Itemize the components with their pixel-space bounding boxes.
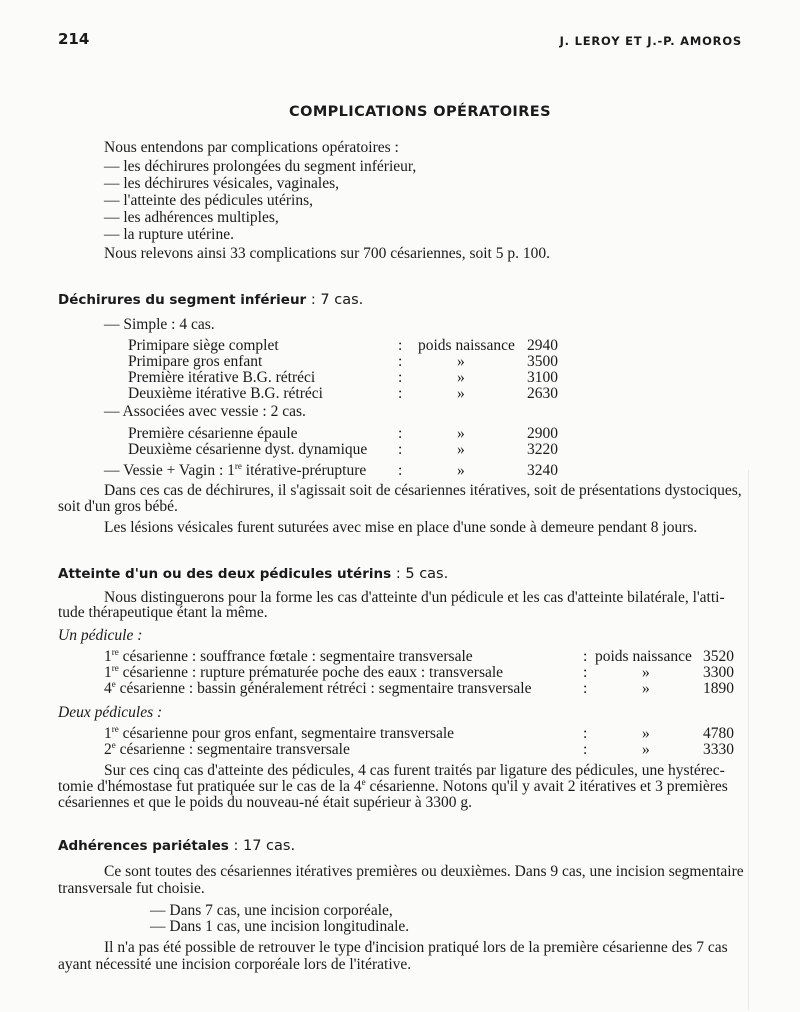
row-value: 2900 bbox=[527, 425, 558, 442]
row-label: 2e césarienne : segmentaire transversale bbox=[104, 740, 350, 758]
paragraph-line: césariennes et que le poids du nouveau-né était supérieur à 3300 g. bbox=[58, 794, 473, 811]
adherences-item: — Dans 7 cas, une incision corporéale, bbox=[150, 902, 393, 919]
row-label: Première itérative B.G. rétréci bbox=[128, 369, 316, 386]
paragraph-line: transversale fut choisie. bbox=[58, 880, 205, 897]
row-mark: » bbox=[457, 385, 465, 402]
row-value: 3330 bbox=[703, 741, 734, 758]
row-mark: » bbox=[457, 353, 465, 370]
row-colon: : bbox=[583, 741, 588, 758]
scan-gutter-shadow bbox=[748, 470, 749, 1010]
section-title: COMPLICATIONS OPÉRATOIRES bbox=[289, 104, 551, 120]
row-value: 2630 bbox=[527, 385, 558, 402]
page-number: 214 bbox=[58, 30, 90, 48]
intro-item: — la rupture utérine. bbox=[104, 226, 234, 243]
row-colon: : bbox=[398, 337, 403, 354]
row-value: 3220 bbox=[527, 441, 558, 458]
row-label: 1re césarienne : rupture prématurée poche des eaux : transversale bbox=[104, 663, 504, 681]
row-mark: » bbox=[457, 462, 465, 479]
adherences-item: — Dans 1 cas, une incision longitudinale. bbox=[150, 918, 410, 935]
row-value: 1890 bbox=[703, 680, 734, 697]
row-label: 1re césarienne pour gros enfant, segmentaire transversale bbox=[104, 724, 455, 742]
paragraph-line: Nous distinguerons pour la forme les cas d'atteinte d'un pédicule et les cas d'atteinte bilatérale, l'atti- bbox=[104, 589, 725, 606]
subhead-un-pedicule: Un pédicule : bbox=[58, 627, 143, 644]
row-label: Primipare siège complet bbox=[128, 337, 279, 354]
paragraph-line: Ce sont toutes des césariennes itératives premières ou deuxièmes. Dans 9 cas, une incision segmentaire bbox=[104, 863, 744, 880]
paragraph-line: soit d'un gros bébé. bbox=[58, 498, 178, 515]
row-colon: : bbox=[583, 725, 588, 742]
associees-label: — Associées avec vessie : 2 cas. bbox=[104, 403, 306, 420]
row-value: 4780 bbox=[703, 725, 734, 742]
intro-item: — l'atteinte des pédicules utérins, bbox=[104, 192, 313, 209]
row-label: Deuxième itérative B.G. rétréci bbox=[128, 385, 323, 402]
row-colon: : bbox=[583, 664, 588, 681]
paragraph-line: tomie d'hémostase fut pratiquée sur le cas de la 4e césarienne. Notons qu'il y avait 2 itératives et 3 premières bbox=[58, 777, 728, 795]
row-label: 4e césarienne : bassin généralement rétréci : segmentaire transversale bbox=[104, 679, 532, 697]
row-value: 3520 bbox=[703, 648, 734, 665]
row-mark: » bbox=[457, 425, 465, 442]
row-mark: » bbox=[642, 680, 650, 697]
intro-item: — les adhérences multiples, bbox=[104, 209, 279, 226]
row-label: Première césarienne épaule bbox=[128, 425, 298, 442]
row-value: 3240 bbox=[527, 462, 558, 479]
row-label: Deuxième césarienne dyst. dynamique bbox=[128, 441, 368, 458]
intro-item: — les déchirures vésicales, vaginales, bbox=[104, 175, 339, 192]
paragraph-line: tude thérapeutique étant la même. bbox=[58, 604, 268, 621]
row-colon: : bbox=[398, 441, 403, 458]
paragraph-line: Dans ces cas de déchirures, il s'agissait soit de césariennes itératives, soit de présentations dystociques, bbox=[104, 482, 742, 499]
row-colon: : bbox=[583, 648, 588, 665]
paragraph-line: Il n'a pas été possible de retrouver le type d'incision pratiqué lors de la première césarienne des 7 cas bbox=[104, 939, 728, 956]
row-mark: poids naissance bbox=[595, 648, 692, 665]
paragraph-line: ayant nécessité une incision corporéale lors de l'itérative. bbox=[58, 956, 412, 973]
section-count: : 7 cas. bbox=[310, 292, 364, 308]
vessie-label: — Vessie + Vagin : 1re itérative-prérupture bbox=[104, 461, 367, 479]
row-colon: : bbox=[398, 369, 403, 386]
section-heading-text: Atteinte d'un ou des deux pédicules utérins bbox=[58, 566, 392, 582]
row-value: 3500 bbox=[527, 353, 558, 370]
row-value: 3100 bbox=[527, 369, 558, 386]
section-heading-text: Adhérences pariétales bbox=[58, 838, 229, 854]
row-mark: » bbox=[457, 441, 465, 458]
row-mark: » bbox=[642, 741, 650, 758]
row-colon: : bbox=[398, 353, 403, 370]
row-mark: poids naissance bbox=[418, 337, 515, 354]
row-mark: » bbox=[642, 664, 650, 681]
row-colon: : bbox=[398, 425, 403, 442]
row-value: 2940 bbox=[527, 337, 558, 354]
paragraph-line: Sur ces cinq cas d'atteinte des pédicules, 4 cas furent traités par ligature des pédicules, une hystérec- bbox=[104, 762, 725, 779]
section-count: : 5 cas. bbox=[395, 566, 449, 582]
section-heading-dechirures bbox=[58, 292, 363, 308]
row-colon: : bbox=[398, 462, 403, 479]
intro-lead: Nous entendons par complications opératoires : bbox=[104, 139, 399, 156]
row-mark: » bbox=[642, 725, 650, 742]
row-label: 1re césarienne : souffrance fœtale : segmentaire transversale bbox=[104, 647, 473, 665]
running-head: J. LEROY ET J.-P. AMOROS bbox=[559, 34, 742, 48]
section-count: : 17 cas. bbox=[233, 838, 296, 854]
intro-item: — les déchirures prolongées du segment inférieur, bbox=[104, 158, 417, 175]
row-mark: » bbox=[457, 369, 465, 386]
intro-summary: Nous relevons ainsi 33 complications sur 700 césariennes, soit 5 p. 100. bbox=[104, 245, 550, 262]
row-value: 3300 bbox=[703, 664, 734, 681]
row-label: Primipare gros enfant bbox=[128, 353, 263, 370]
row-colon: : bbox=[398, 385, 403, 402]
row-colon: : bbox=[583, 680, 588, 697]
section-heading-adherences bbox=[58, 838, 295, 854]
simple-label: — Simple : 4 cas. bbox=[104, 316, 215, 333]
section-heading-pedicules bbox=[58, 566, 448, 582]
paragraph-line: Les lésions vésicales furent suturées avec mise en place d'une sonde à demeure pendant 8 jours. bbox=[104, 519, 698, 536]
subhead-deux-pedicules: Deux pédicules : bbox=[58, 704, 163, 721]
section-heading-text: Déchirures du segment inférieur bbox=[58, 292, 307, 308]
